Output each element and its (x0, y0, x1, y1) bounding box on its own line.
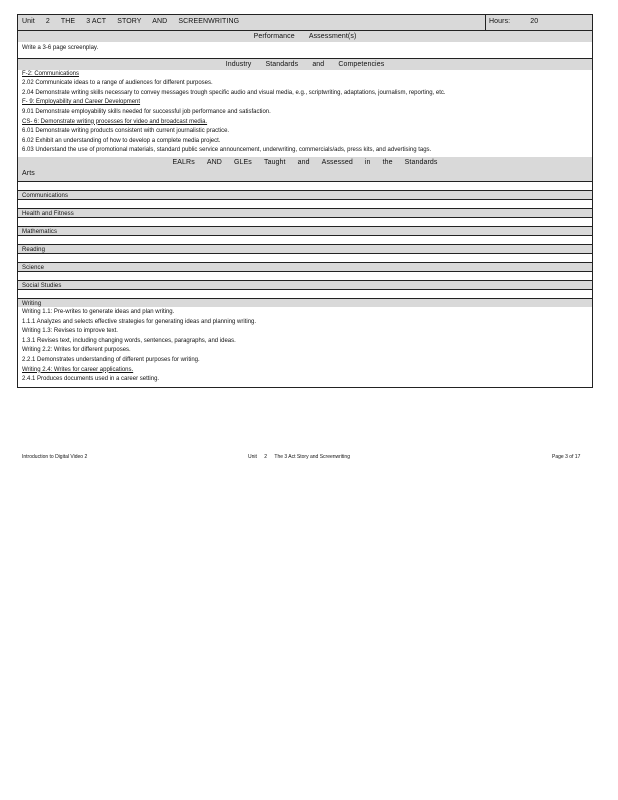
writing-line: 1.1.1 Analyzes and selects effective strategies for generating ideas and planning writing. (22, 318, 257, 325)
subject-social-studies: Social Studies (18, 280, 592, 289)
subject-health-fitness: Health and Fitness (18, 208, 592, 217)
industry-title-word: and (312, 60, 325, 68)
unit-word: THE (60, 18, 76, 25)
performance-title-word: Performance (253, 33, 295, 40)
industry-line: 9.01 Demonstrate employability skills needed for successful job performance and satisfaction. (22, 108, 271, 115)
footer-unit (248, 454, 356, 460)
writing-line: Writing 2.4: Writes for career applications. (22, 366, 134, 373)
hours-cell (485, 15, 592, 30)
performance-title-word: Assessment(s) (308, 33, 357, 40)
ealrs-title-word: GLEs (234, 158, 252, 166)
ealrs-title-word: Standards (404, 158, 438, 166)
industry-line: 6.03 Understand the use of promotional materials, standard public service announcement, underwriting, commercials/ads, press kits, and advertising tags. (22, 147, 432, 154)
industry-list (18, 70, 592, 157)
writing-list (18, 307, 592, 387)
performance-header (18, 31, 592, 42)
industry-line: 2.04 Demonstrate writing skills necessary to convey messages trough specific audio and visual media, e.g., scriptwriting, adaptations, journalism, reporting, etc. (22, 89, 446, 96)
industry-line: 6.01 Demonstrate writing products consistent with current journalistic practice. (22, 128, 230, 135)
footer-unit-word: The 3 Act Story and Screenwriting (274, 454, 350, 460)
subject-reading: Reading (18, 244, 592, 253)
ealrs-title-word: EALRs (172, 158, 195, 166)
industry-line: F- 9: Employability and Career Development (22, 99, 141, 106)
writing-line: Writing 1.3: Revises to improve text. (22, 328, 118, 335)
industry-line: 2.02 Communicate ideas to a range of audiences for different purposes. (22, 80, 213, 87)
writing-line: 1.3.1 Revises text, including changing words, sentences, paragraphs, and ideas. (22, 337, 236, 344)
ealrs-title-word: Taught (263, 158, 286, 166)
industry-line: F-2: Communications (22, 70, 80, 77)
industry-title-word: Industry (225, 60, 252, 68)
unit-word: 3 ACT (86, 18, 107, 25)
subject-mathematics: Mathematics (18, 226, 592, 235)
footer-unit-word: Unit (248, 454, 257, 460)
subject-communications: Communications (18, 190, 592, 199)
writing-line: Writing 2.2: Writes for different purposes. (22, 347, 131, 354)
writing-line: 2.2.1 Demonstrates understanding of different purposes for writing. (22, 356, 200, 363)
mathematics-content (18, 235, 592, 244)
ealrs-title (18, 157, 592, 166)
industry-title-word: Competencies (338, 60, 385, 68)
unit-header-row (18, 15, 592, 31)
reading-content (18, 253, 592, 262)
subject-writing: Writing (18, 298, 592, 307)
health-content (18, 217, 592, 226)
unit-word: STORY (117, 18, 142, 25)
unit-title (18, 15, 485, 30)
subject-science: Science (18, 262, 592, 271)
communications-content (18, 199, 592, 208)
performance-text: Write a 3-6 page screenplay. (22, 45, 99, 51)
ealrs-title-word: the (382, 158, 393, 166)
unit-document (17, 14, 593, 388)
footer-course: Introduction to Digital Video 2 (22, 454, 88, 460)
industry-line: 6.02 Exhibit an understanding of how to develop a complete media project. (22, 137, 221, 144)
hours-value: 20 (530, 18, 539, 25)
writing-line: Writing 1.1: Pre-writes to generate ideas and plan writing. (22, 308, 175, 315)
ealrs-title-word: AND (206, 158, 222, 166)
industry-line: CS- 6: Demonstrate writing processes for video and broadcast media. (22, 118, 208, 125)
ealrs-title-word: Assessed (321, 158, 353, 166)
subject-arts: Arts (22, 169, 35, 177)
science-content (18, 271, 592, 280)
footer-page-number: Page 3 of 17 (552, 454, 581, 460)
industry-title-word: Standards (265, 60, 299, 68)
hours-label: Hours: (489, 18, 511, 25)
unit-word: 2 (45, 18, 50, 25)
ealrs-title-word: and (297, 158, 310, 166)
footer-unit-word: 2 (264, 454, 268, 460)
unit-word: AND (152, 18, 168, 25)
unit-word: Unit (22, 18, 35, 25)
ealrs-title-word: in (364, 158, 371, 166)
writing-line: 2.4.1 Produces documents used in a career setting. (22, 376, 160, 383)
social-studies-content (18, 289, 592, 298)
industry-header (18, 58, 592, 70)
unit-word: SCREENWRITING (178, 18, 240, 25)
arts-content (18, 181, 592, 190)
ealrs-header (18, 157, 592, 181)
